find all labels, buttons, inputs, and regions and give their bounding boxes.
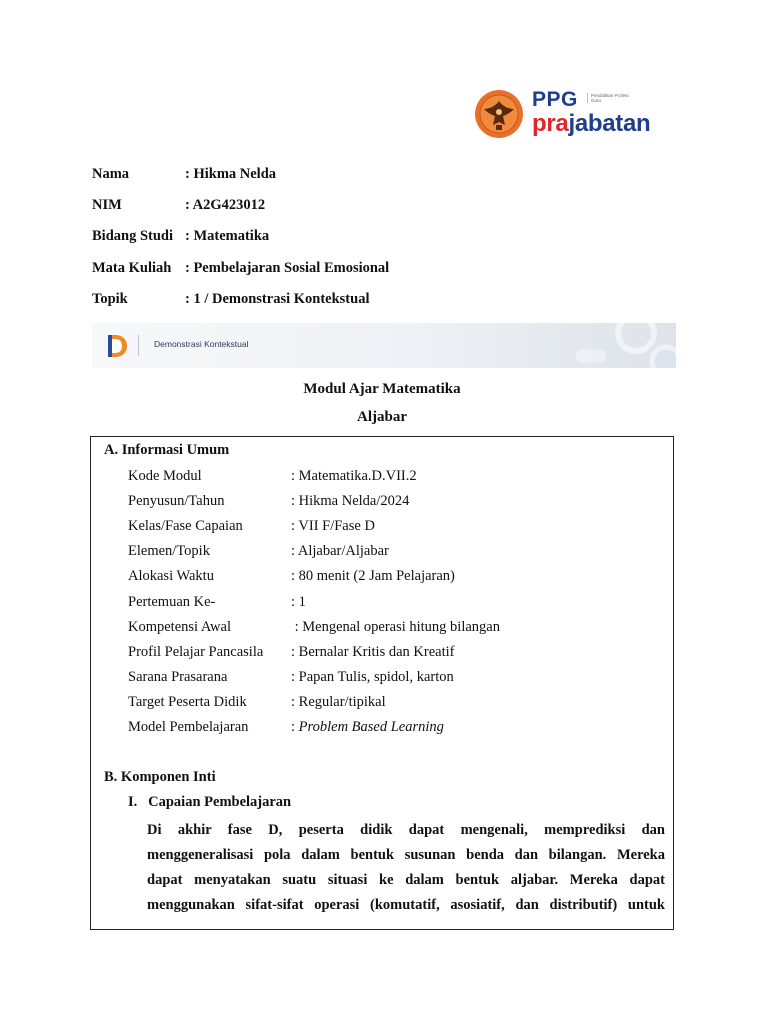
identity-label: Nama	[92, 166, 130, 182]
identity-label: Topik	[92, 291, 128, 307]
paragraph-line: dapat menyatakan suatu situasi ke dalam bentuk aljabar. Mereka dapat	[147, 872, 665, 888]
identity-value: : Hikma Nelda	[185, 166, 277, 182]
identity-label: NIM	[92, 197, 122, 213]
info-value: : Hikma Nelda/2024	[291, 493, 410, 509]
brand-small-text: Pendidikan Profesi Guru	[587, 93, 631, 103]
info-value: : Matematika.D.VII.2	[291, 468, 417, 484]
identity-value: : Pembelajaran Sosial Emosional	[185, 260, 390, 276]
d-logo-icon	[106, 334, 128, 358]
brand-prajabatan-text	[532, 110, 650, 138]
info-key: Model Pembelajaran	[128, 719, 249, 735]
info-key: Kompetensi Awal	[128, 619, 231, 635]
brand-pra-part: pra	[532, 110, 569, 137]
paragraph-line: menggunakan sifat-sifat operasi (komutatif, asosiatif, dan distributif) untuk	[147, 897, 665, 913]
info-value: : Mengenal operasi hitung bilangan	[291, 619, 500, 635]
model-colon: :	[291, 719, 299, 735]
capaian-heading: I. Capaian Pembelajaran	[128, 794, 292, 810]
info-key: Alokasi Waktu	[128, 568, 214, 584]
demonstrasi-banner	[92, 323, 676, 368]
ppg-prajabatan-logo	[474, 86, 658, 142]
info-value: : Papan Tulis, spidol, karton	[291, 669, 454, 685]
info-value-model	[291, 719, 444, 736]
banner-title: Demonstrasi Kontekstual	[154, 339, 249, 349]
identity-label: Mata Kuliah	[92, 260, 172, 276]
module-subtitle: Aljabar	[357, 409, 407, 425]
info-key: Sarana Prasarana	[128, 669, 228, 685]
brand-ppg-text: PPG	[532, 88, 578, 111]
identity-value: : 1 / Demonstrasi Kontekstual	[185, 291, 370, 307]
brand-jabatan-part: jabatan	[568, 110, 651, 137]
info-value: : Bernalar Kritis dan Kreatif	[291, 644, 455, 660]
info-value: : Regular/tipikal	[291, 694, 386, 710]
info-key: Pertemuan Ke-	[128, 594, 216, 610]
banner-divider	[138, 335, 139, 356]
banner-decoration-icon	[516, 323, 676, 368]
section-a-heading: A. Informasi Umum	[104, 442, 230, 458]
section-b-heading: B. Komponen Inti	[104, 769, 216, 785]
module-title: Modul Ajar Matematika	[303, 381, 461, 397]
info-key: Target Peserta Didik	[128, 694, 247, 710]
info-key: Elemen/Topik	[128, 543, 210, 559]
info-key: Kelas/Fase Capaian	[128, 518, 243, 534]
ppg-emblem-icon	[474, 89, 524, 139]
info-value: : Aljabar/Aljabar	[291, 543, 389, 559]
identity-value: : A2G423012	[185, 197, 266, 213]
capaian-paragraph	[147, 818, 665, 918]
info-value: : 1	[291, 594, 306, 610]
info-key: Penyusun/Tahun	[128, 493, 225, 509]
identity-label: Bidang Studi	[92, 228, 174, 244]
info-value: : VII F/Fase D	[291, 518, 375, 534]
info-value: : 80 menit (2 Jam Pelajaran)	[291, 568, 455, 584]
info-key: Profil Pelajar Pancasila	[128, 644, 264, 660]
paragraph-line: Di akhir fase D, peserta didik dapat mengenali, memprediksi dan	[147, 822, 665, 838]
paragraph-line: menggeneralisasi pola dalam bentuk susunan benda dan bilangan. Mereka	[147, 847, 665, 863]
info-key: Kode Modul	[128, 468, 202, 484]
identity-value: : Matematika	[185, 228, 270, 244]
model-value: Problem Based Learning	[298, 719, 444, 735]
